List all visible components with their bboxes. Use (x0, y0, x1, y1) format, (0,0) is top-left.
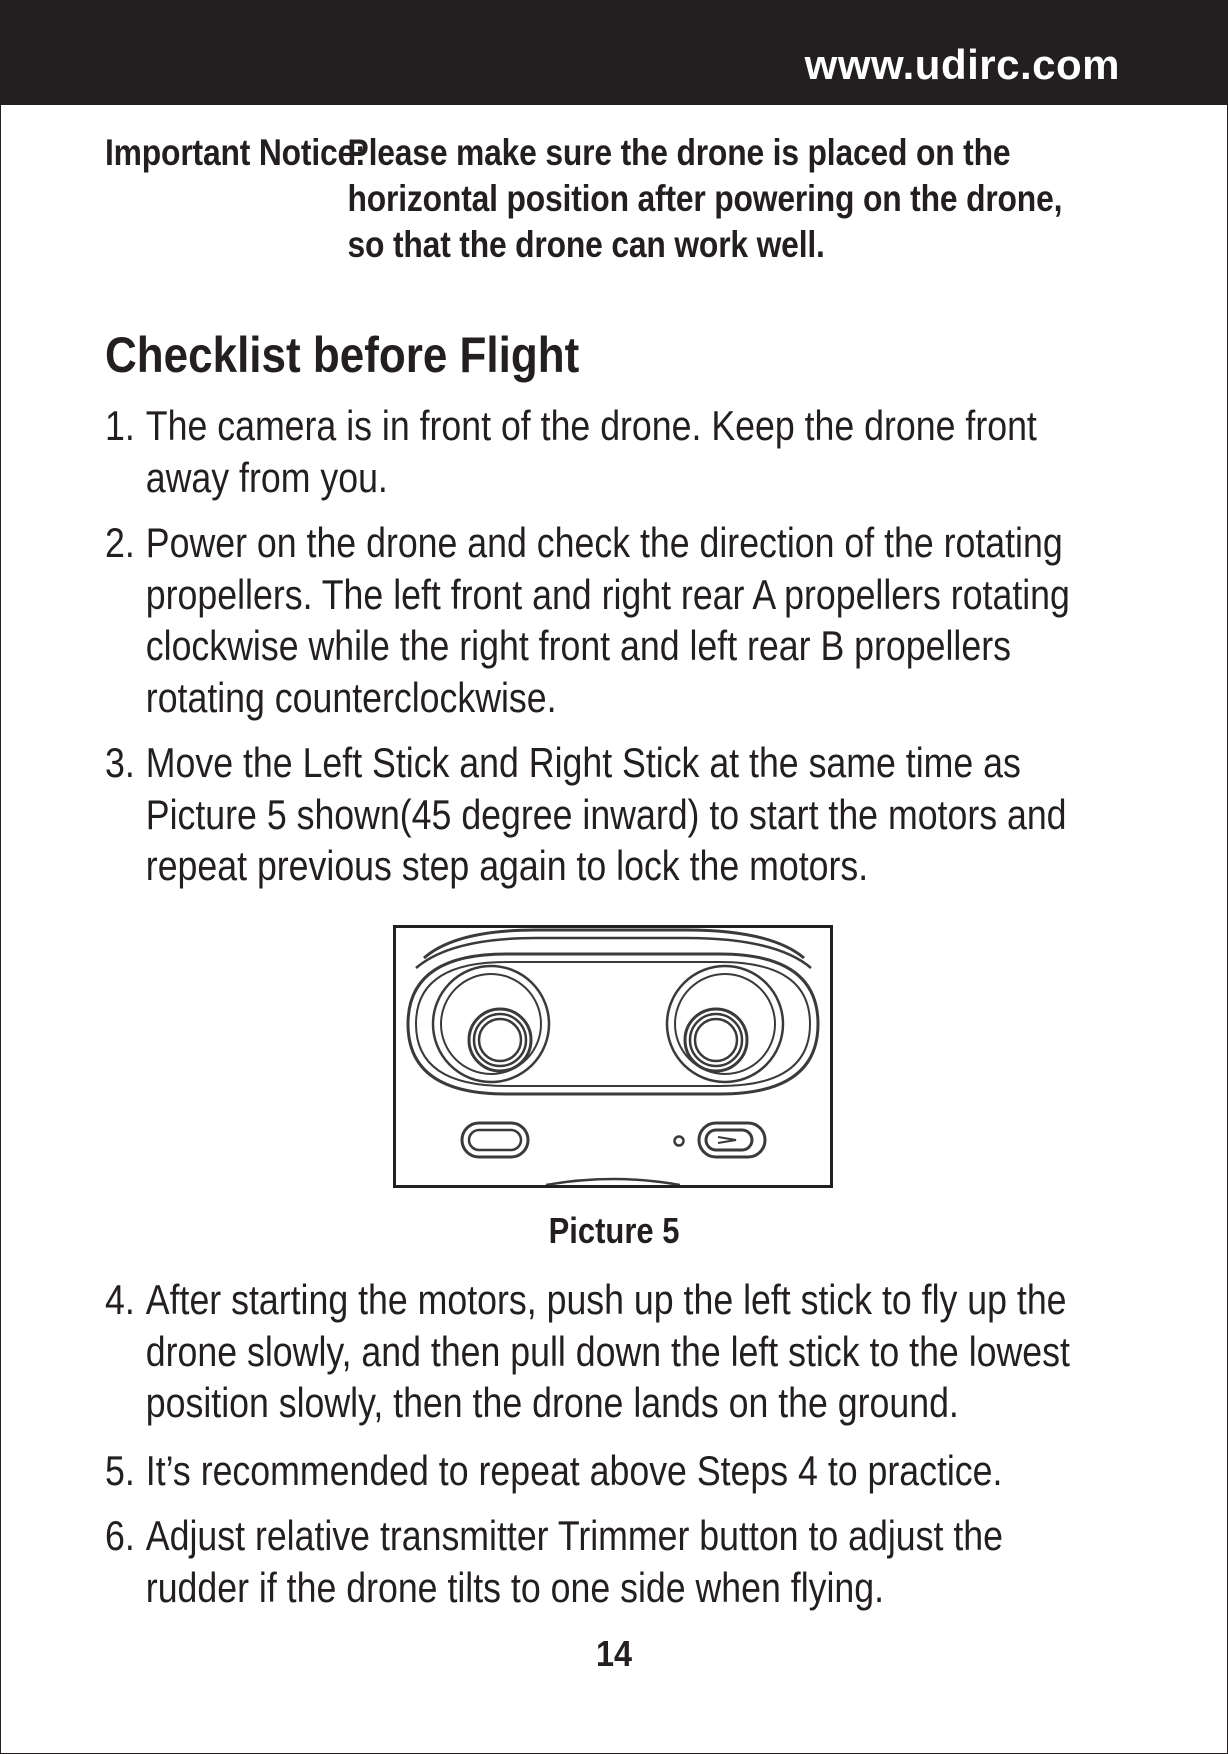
transmitter-drawing (396, 928, 830, 1185)
step-text-line: away from you. (145, 453, 388, 501)
step-number: 3. (105, 739, 135, 786)
step-text-line: rudder if the drone tilts to one side when flying. (145, 1563, 885, 1611)
notice-row-1 (105, 130, 1011, 176)
page-header (0, 0, 1228, 105)
step-text-line: position slowly, then the drone lands on the ground. (145, 1379, 959, 1426)
step-text-line: propellers. The left front and right rear A propellers rotating (145, 570, 1070, 618)
step-text-line: rotating counterclockwise. (145, 673, 557, 721)
checklist-step-1 (105, 400, 1040, 503)
figure-caption (0, 1210, 1228, 1252)
checklist-step-4 (105, 1274, 1070, 1429)
figure-caption-text: Picture 5 (548, 1210, 680, 1251)
section-title: Checklist before Flight (105, 327, 580, 383)
checklist-steps-bottom (105, 1274, 1070, 1613)
checklist-step-5 (105, 1445, 1040, 1497)
step-number: 6. (105, 1512, 135, 1559)
step-text-line: repeat previous step again to lock the motors. (145, 842, 869, 889)
page-number (0, 1633, 1228, 1675)
notice-label: Important Notice: (105, 132, 366, 173)
step-number: 1. (105, 402, 135, 449)
website-url: www.udirc.com (804, 41, 1120, 88)
step-number: 2. (105, 519, 135, 566)
transmitter-illustration (393, 925, 833, 1188)
step-text-line: The camera is in front of the drone. Keep the drone front (145, 402, 1037, 449)
checklist-steps-top (105, 400, 1070, 892)
step-text-line: drone slowly, and then pull down the left stick to the lowest (145, 1327, 1070, 1375)
step-number: 5. (105, 1446, 135, 1494)
step-text-line: clockwise while the right front and left rear B propellers (145, 622, 1011, 669)
checklist-step-6 (105, 1510, 1040, 1613)
step-text-line: Power on the drone and check the direction of the rotating (145, 519, 1063, 566)
checklist-step-2 (105, 517, 1070, 723)
step-text-line: Adjust relative transmitter Trimmer button to adjust the (145, 1512, 1003, 1559)
notice-line: Please make sure the drone is placed on the (347, 132, 1011, 173)
step-text-line: After starting the motors, push up the left stick to fly up the (145, 1276, 1067, 1323)
notice-line: so that the drone can work well. (347, 224, 825, 265)
step-number: 4. (105, 1276, 135, 1323)
notice-line: horizontal position after powering on the drone, (347, 178, 1063, 219)
step-text-line: Move the Left Stick and Right Stick at the same time as (145, 739, 1021, 786)
page-number-text: 14 (595, 1633, 633, 1674)
important-notice (105, 130, 1063, 268)
step-text-line: It’s recommended to repeat above Steps 4 to practice. (145, 1446, 1003, 1494)
checklist-step-3 (105, 737, 1067, 892)
step-text-line: Picture 5 shown(45 degree inward) to start the motors and (145, 790, 1067, 838)
